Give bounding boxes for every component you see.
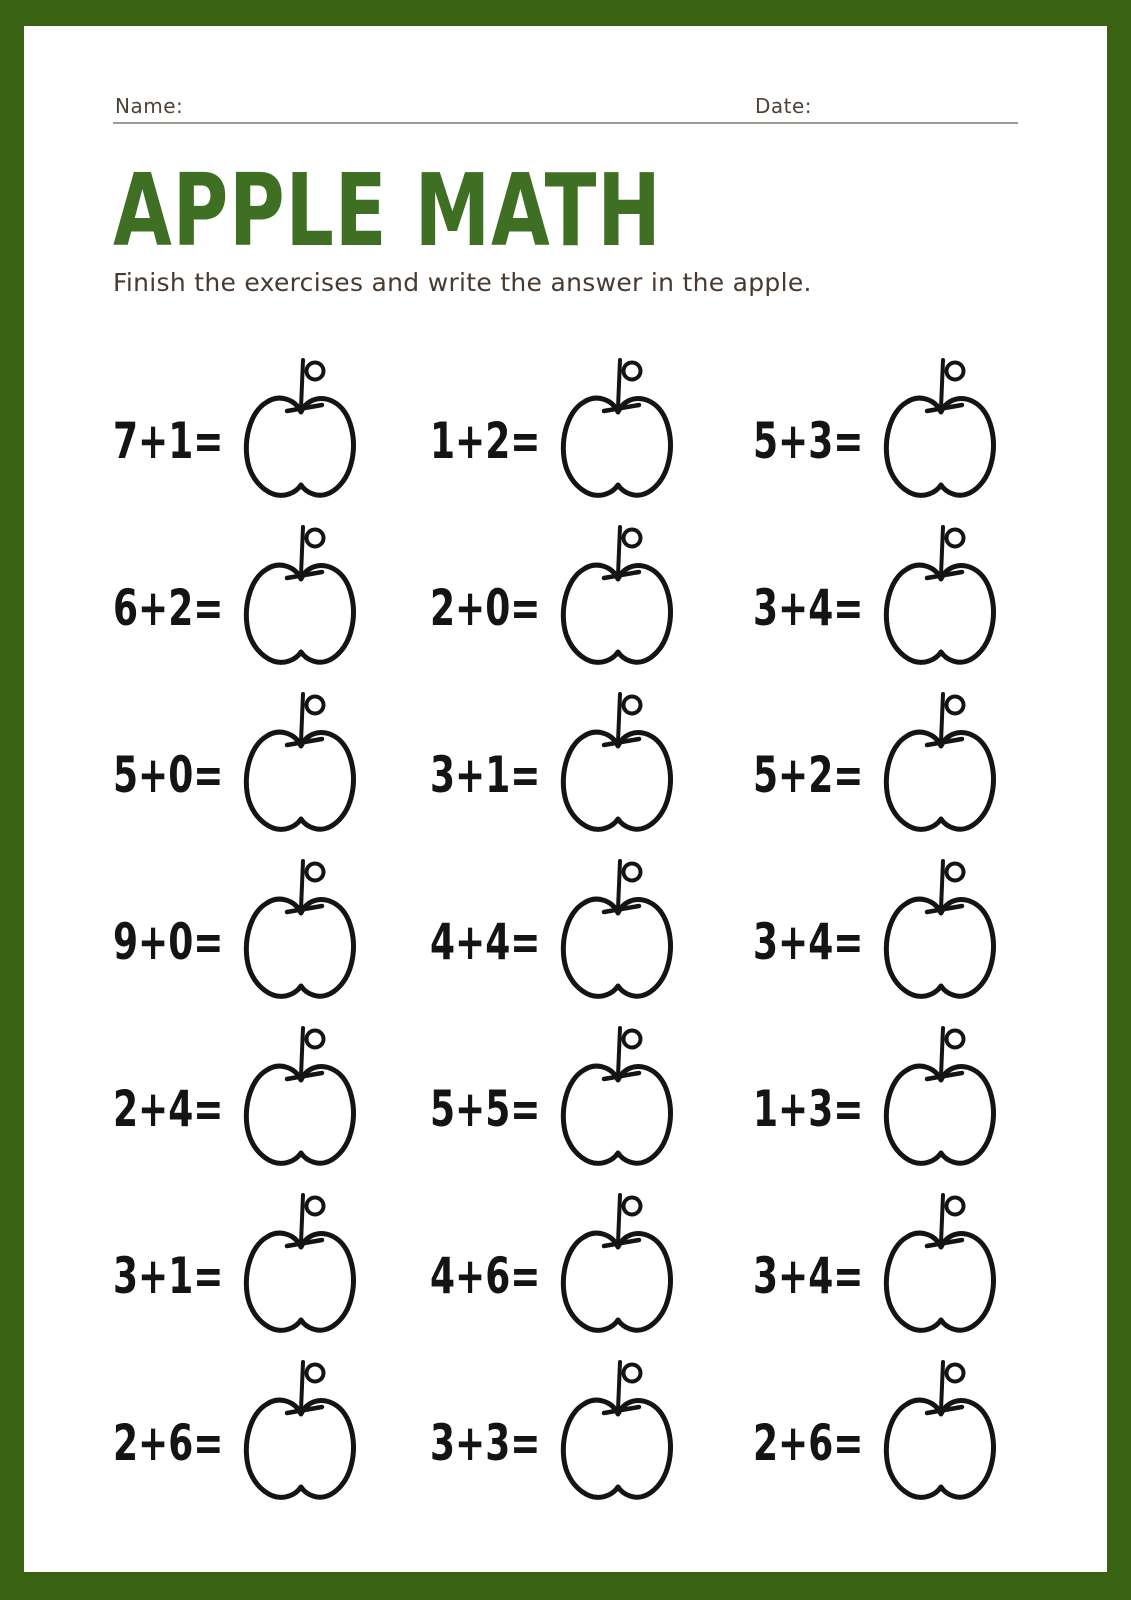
problem-cell bbox=[430, 679, 753, 846]
page-title: APPLE MATH bbox=[113, 152, 662, 269]
problem-cell bbox=[113, 846, 430, 1013]
problem-cell bbox=[753, 512, 1073, 679]
problem-cell bbox=[753, 846, 1073, 1013]
page-subtitle: Finish the exercises and write the answer in the apple. bbox=[113, 268, 812, 297]
problem-label: 5+3= bbox=[753, 411, 864, 470]
worksheet-sheet bbox=[24, 26, 1107, 1572]
problem-label: 3+4= bbox=[753, 912, 864, 971]
problem-cell bbox=[430, 1180, 753, 1347]
apple-icon bbox=[555, 1189, 677, 1339]
problem-cell bbox=[113, 679, 430, 846]
apple-icon bbox=[238, 1189, 360, 1339]
problem-label: 3+4= bbox=[753, 578, 864, 637]
problem-label: 3+1= bbox=[430, 745, 541, 804]
problem-label: 4+4= bbox=[430, 912, 541, 971]
problems-grid bbox=[113, 345, 1107, 1514]
problem-cell bbox=[430, 345, 753, 512]
problem-cell bbox=[113, 1347, 430, 1514]
problem-label: 6+2= bbox=[113, 578, 224, 637]
problem-cell bbox=[113, 1013, 430, 1180]
problem-label: 2+0= bbox=[430, 578, 541, 637]
name-label: Name: bbox=[115, 94, 184, 118]
apple-icon bbox=[555, 855, 677, 1005]
problem-cell bbox=[430, 1347, 753, 1514]
problem-cell bbox=[113, 512, 430, 679]
problem-label: 3+1= bbox=[113, 1246, 224, 1305]
problem-label: 9+0= bbox=[113, 912, 224, 971]
apple-icon bbox=[878, 1022, 1000, 1172]
apple-icon bbox=[555, 354, 677, 504]
apple-icon bbox=[238, 1356, 360, 1506]
apple-icon bbox=[878, 354, 1000, 504]
apple-icon bbox=[878, 1356, 1000, 1506]
apple-icon bbox=[555, 688, 677, 838]
problem-label: 2+6= bbox=[753, 1413, 864, 1472]
problem-label: 4+6= bbox=[430, 1246, 541, 1305]
apple-icon bbox=[878, 688, 1000, 838]
problem-cell bbox=[753, 345, 1073, 512]
problem-cell bbox=[753, 679, 1073, 846]
problem-label: 3+4= bbox=[753, 1246, 864, 1305]
problem-label: 5+2= bbox=[753, 745, 864, 804]
apple-icon bbox=[555, 1356, 677, 1506]
apple-icon bbox=[238, 354, 360, 504]
problem-label: 5+5= bbox=[430, 1079, 541, 1138]
apple-icon bbox=[238, 521, 360, 671]
problem-cell bbox=[753, 1347, 1073, 1514]
problem-label: 1+3= bbox=[753, 1079, 864, 1138]
problem-cell bbox=[430, 1013, 753, 1180]
problem-label: 7+1= bbox=[113, 411, 224, 470]
date-label: Date: bbox=[755, 94, 813, 118]
name-date-row bbox=[113, 94, 1018, 124]
problem-label: 2+6= bbox=[113, 1413, 224, 1472]
problem-cell bbox=[430, 846, 753, 1013]
problem-label: 3+3= bbox=[430, 1413, 541, 1472]
apple-icon bbox=[555, 1022, 677, 1172]
problem-cell bbox=[113, 345, 430, 512]
apple-icon bbox=[555, 521, 677, 671]
problem-cell bbox=[430, 512, 753, 679]
problem-cell bbox=[753, 1180, 1073, 1347]
apple-icon bbox=[878, 855, 1000, 1005]
apple-icon bbox=[878, 1189, 1000, 1339]
problem-label: 2+4= bbox=[113, 1079, 224, 1138]
apple-icon bbox=[878, 521, 1000, 671]
apple-icon bbox=[238, 688, 360, 838]
problem-cell bbox=[753, 1013, 1073, 1180]
problem-cell bbox=[113, 1180, 430, 1347]
problem-label: 1+2= bbox=[430, 411, 541, 470]
problem-label: 5+0= bbox=[113, 745, 224, 804]
apple-icon bbox=[238, 855, 360, 1005]
apple-icon bbox=[238, 1022, 360, 1172]
